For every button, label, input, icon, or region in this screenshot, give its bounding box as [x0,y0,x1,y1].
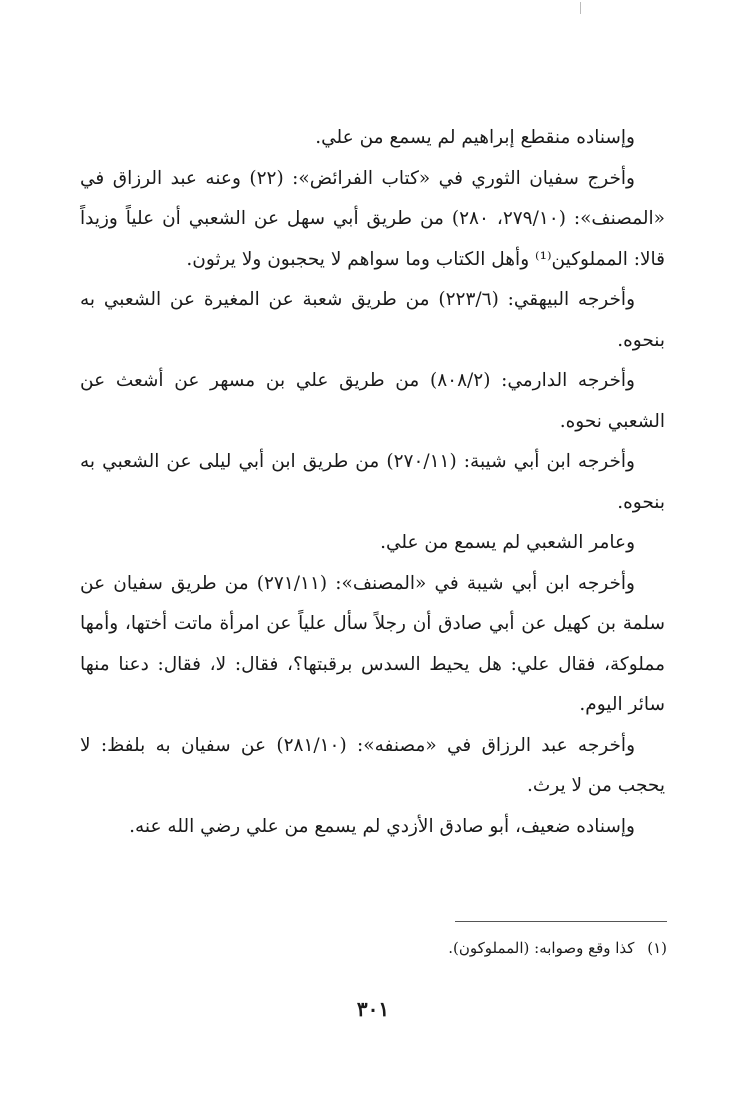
footnote-text: كذا وقع وصوابه: (المملوكون). [448,939,635,957]
paragraph-8: وأخرجه عبد الرزاق في «مصنفه»: (٢٨١/١٠) عن سفيان به بلفظ: لا يحجب من لا يرث. [80,734,665,796]
paragraph-6: وعامر الشعبي لم يسمع من علي. [380,532,635,553]
paragraph-5: وأخرجه ابن أبي شيبة: (٢٧٠/١١) من طريق ابن أبي ليلى عن الشعبي به بنحوه. [80,451,665,513]
scan-mark [580,2,581,14]
paragraph-7: وأخرجه ابن أبي شيبة في «المصنف»: (٢٧١/١١) من طريق سفيان عن سلمة بن كهيل عن أبي صادق أن رجلاً سأل علياً عن امرأة ماتت أختها، وأمها مملوكة، فقال علي: هل يحيط السدس برقبتها؟، فقال: لا، فقال: دعنا منها سائر اليوم. [80,572,665,715]
footnotes [80,935,667,961]
paragraph-2: وأخرج سفيان الثوري في «كتاب الفرائض»: (٢٢) وعنه عبد الرزاق في «المصنف»: (٢٧٩/١٠، ٢٨٠) من طريق أبي سهل عن الشعبي أن علياً وزيداً قالا: المملوكين⁽¹⁾ وأهل الكتاب وما سواهم لا يحجبون ولا يرثون. [80,167,665,270]
paragraph-1: وإسناده منقطع إبراهيم لم يسمع من علي. [315,127,635,148]
paragraph-3: وأخرجه البيهقي: (٢٢٣/٦) من طريق شعبة عن المغيرة عن الشعبي به بنحوه. [80,289,665,351]
page-number: ٣٠١ [356,997,390,1021]
footnote-number: (١) [647,939,667,957]
paragraph-4: وأخرجه الدارمي: (٨٠٨/٢) من طريق علي بن مسهر عن أشعث عن الشعبي نحوه. [80,370,665,432]
footnote-1 [80,935,667,961]
paragraph-9: وإسناده ضعيف، أبو صادق الأزدي لم يسمع من علي رضي الله عنه. [129,815,635,837]
footnote-divider [455,921,667,922]
main-text [80,118,665,847]
